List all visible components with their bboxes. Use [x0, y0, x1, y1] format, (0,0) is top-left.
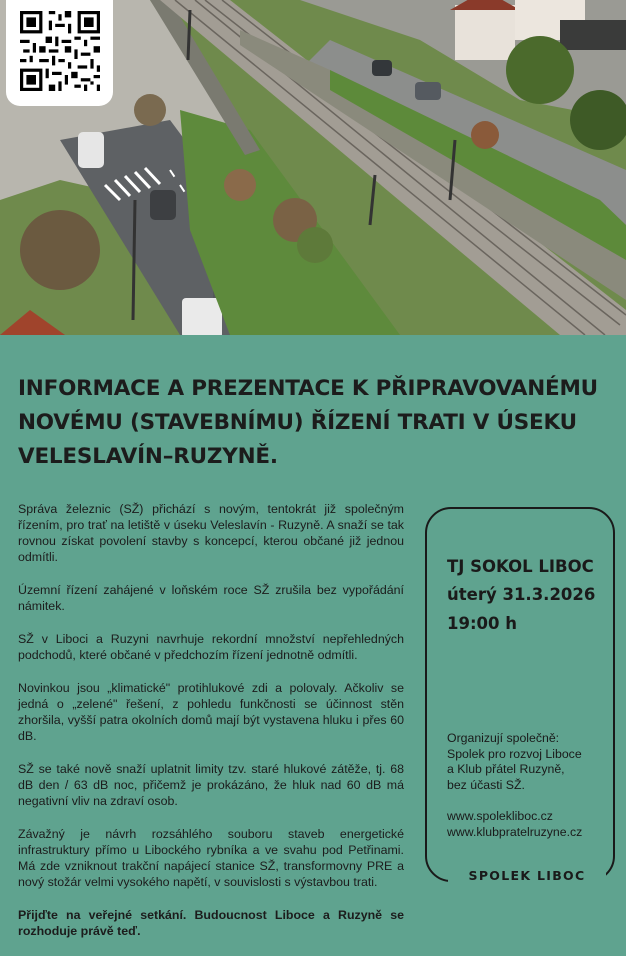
headline-line-1: INFORMACE A PREZENTACE K PŘIPRAVOVANÉMU [18, 376, 598, 401]
paragraph-3: SŽ v Liboci a Ruzyni navrhuje rekordní množství nepřehledných podchodů, které občané v předchozím řízení jednotně odmítli. [18, 632, 404, 662]
body-text [18, 501, 404, 956]
qr-code-icon [20, 11, 100, 91]
organizer-1: Spolek pro rozvoj Liboce [447, 746, 582, 761]
paragraph-5: SŽ se také nově snaží uplatnit limity tzv. staré hlukové zátěže, tj. 68 dB den / 63 dB noc, přičemž je prokázáno, že hluk nad 60 dB má negativní vliv na zdraví osob. [18, 762, 404, 808]
headline-line-2: NOVÉMU (STAVEBNÍMU) ŘÍZENÍ TRATI V ÚSEKU [18, 410, 577, 435]
event-info-box [425, 507, 615, 882]
paragraph-2: Územní řízení zahájené v loňském roce SŽ zrušila bez vypořádání námitek. [18, 583, 404, 613]
event-time: 19:00 h [447, 614, 518, 633]
link-klubpratelruzyne[interactable]: www.klubpratelruzyne.cz [447, 824, 583, 839]
organizers-heading: Organizují společně: [447, 731, 560, 745]
website-links [447, 809, 582, 840]
call-to-action: Přijďte na veřejné setkání. Budoucnost Liboce a Ruzyně se rozhoduje právě teď. [18, 908, 404, 938]
event-date: úterý 31.3.2026 [447, 585, 596, 604]
organization-label: SPOLEK LIBOC [448, 867, 606, 884]
paragraph-1: Správa železnic (SŽ) přichází s novým, tentokrát již společným řízením, pro trať na letiště v úseku Veleslavín - Ruzyně. A snaží se tak rovnou získat povolení stavby s koncepcí, kterou občané již jednou odmítli. [18, 502, 404, 564]
event-venue: TJ SOKOL LIBOC [447, 557, 594, 576]
organizer-note: bez účasti SŽ. [447, 777, 525, 792]
organizers [447, 731, 617, 793]
qr-code[interactable] [6, 0, 113, 106]
link-spolekliboc[interactable]: www.spolekliboc.cz [447, 809, 553, 823]
headline-line-3: VELESLAVÍN–RUZYNĚ. [18, 444, 278, 469]
paragraph-6: Závažný je návrh rozsáhlého souboru staveb energetické infrastruktury přímo u Libockého rybníka a ve svahu pod Petřinami. Má zde vzniknout trakční napájecí stanice SŽ, transformovny PRE a nový stožár velmi vysokého napětí, v souvislosti s výstavbou trati. [18, 827, 404, 889]
paragraph-4: Novinkou jsou „klimatické" protihlukové zdi a polovaly. Ačkoliv se jedná o „zelené" řešení, z pohledu funkčnosti se účinnost stěn zhoršila, vyšší patra okolních domů mají být vystavena hluku i přes 60 dB. [18, 681, 404, 743]
organizer-2: a Klub přátel Ruzyně, [447, 762, 565, 776]
headline [18, 372, 618, 474]
